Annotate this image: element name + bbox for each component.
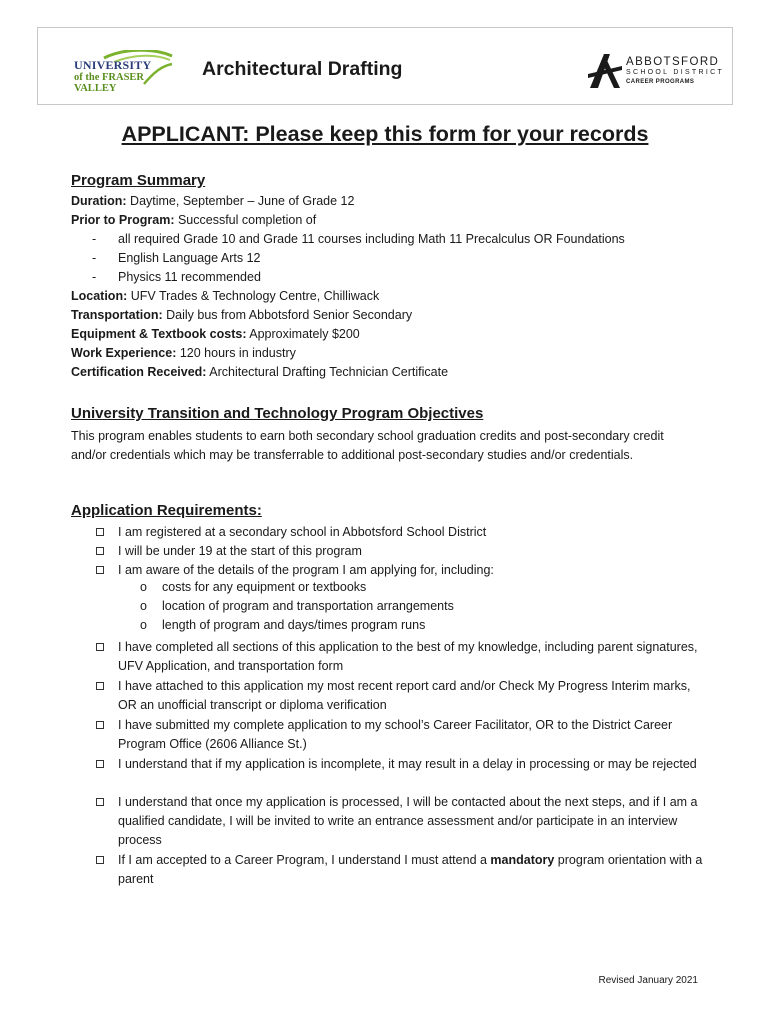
requirement-checkbox[interactable]: [96, 566, 104, 574]
abbotsford-mark-icon: [586, 48, 626, 92]
requirement-text: I have completed all sections of this application to the best of my knowledge, including parent signatures, UFV Application, and transportation form: [118, 640, 698, 673]
requirement-checkbox[interactable]: [96, 721, 104, 729]
requirement-text: I am registered at a secondary school in Abbotsford School District: [118, 525, 487, 539]
revision-date: Revised January 2021: [598, 975, 698, 986]
requirement-text: [118, 851, 708, 889]
ufv-logo: [74, 50, 174, 94]
requirement-text: I will be under 19 at the start of this program: [118, 544, 362, 558]
equipment-label: Equipment & Textbook costs:: [71, 327, 247, 341]
mandatory-emphasis: mandatory: [490, 853, 555, 867]
prior-item-text: English Language Arts 12: [118, 251, 261, 265]
prior-item-text: Physics 11 recommended: [118, 270, 261, 284]
transportation-label: Transportation:: [71, 308, 163, 322]
certification-value: Architectural Drafting Technician Certificate: [206, 365, 449, 379]
prior-line: [71, 211, 316, 230]
sub-item-text: location of program and transportation arrangements: [162, 599, 454, 613]
duration-line: [71, 192, 354, 211]
requirement-checkbox[interactable]: [96, 682, 104, 690]
work-experience-line: [71, 344, 296, 363]
location-line: [71, 287, 379, 306]
work-experience-value: 120 hours in industry: [176, 346, 296, 360]
requirement-text: I understand that if my application is incomplete, it may result in a delay in processing or may be rejected: [118, 757, 697, 771]
header-title: Architectural Drafting: [202, 58, 403, 80]
prior-label: Prior to Program:: [71, 213, 175, 227]
prior-value: Successful completion of: [174, 213, 317, 227]
location-value: UFV Trades & Technology Centre, Chilliwack: [127, 289, 380, 303]
objectives-text: This program enables students to earn both secondary school graduation credits and post-secondary credit and/or credentials which may be transferrable to additional post-secondary studies and/or credentials.: [71, 429, 664, 462]
abbotsford-logo-line2: SCHOOL DISTRICT: [626, 69, 725, 76]
header-box: [37, 27, 733, 105]
work-experience-label: Work Experience:: [71, 346, 177, 360]
requirement-checkbox[interactable]: [96, 856, 104, 864]
duration-label: Duration:: [71, 194, 127, 208]
requirement-text-start: If I am accepted to a Career Program, I understand I must attend a: [118, 853, 491, 867]
requirement-checkbox[interactable]: [96, 760, 104, 768]
requirement-checkbox[interactable]: [96, 798, 104, 806]
sub-bullet: o: [140, 599, 147, 613]
sub-item-text: length of program and days/times program runs: [162, 618, 426, 632]
requirement-text: I am aware of the details of the program I am applying for, including:: [118, 563, 494, 577]
program-summary-heading: Program Summary: [71, 172, 206, 189]
sub-item-text: costs for any equipment or textbooks: [162, 580, 367, 594]
prior-item-text: all required Grade 10 and Grade 11 courses including Math 11 Precalculus OR Foundations: [118, 232, 625, 246]
requirement-text: I have submitted my complete application to my school’s Career Facilitator, OR to the District Career Program Office (2606 Alliance St.): [118, 718, 673, 751]
sub-bullet: o: [140, 580, 147, 594]
abbotsford-logo-line3: CAREER PROGRAMS: [626, 79, 695, 85]
abbotsford-logo-line1: ABBOTSFORD: [626, 56, 720, 68]
objectives-heading: University Transition and Technology Program Objectives: [71, 405, 484, 422]
ufv-logo-line2: of the FRASER VALLEY: [74, 72, 144, 94]
dash-bullet: -: [92, 251, 97, 265]
page-title: APPLICANT: Please keep this form for your records: [121, 122, 649, 146]
sub-bullet: o: [140, 618, 147, 632]
dash-bullet: -: [92, 270, 97, 284]
requirement-checkbox[interactable]: [96, 547, 104, 555]
prior-item: [0, 249, 770, 268]
location-label: Location:: [71, 289, 128, 303]
requirements-heading: Application Requirements:: [71, 502, 262, 519]
requirement-checkbox[interactable]: [96, 528, 104, 536]
ufv-logo-line1: UNIVERSITY: [74, 58, 152, 72]
duration-value: Daytime, September – June of Grade 12: [126, 194, 355, 208]
abbotsford-logo: [586, 48, 726, 92]
certification-label: Certification Received:: [71, 365, 207, 379]
prior-item: [0, 230, 770, 249]
certification-line: [71, 363, 448, 382]
requirement-text: I have attached to this application my most recent report card and/or Check My Progress Interim marks, OR an unofficial transcript or diploma verification: [118, 679, 691, 712]
transportation-line: [71, 306, 412, 325]
dash-bullet: -: [92, 232, 97, 246]
transportation-value: Daily bus from Abbotsford Senior Secondary: [162, 308, 413, 322]
requirement-text-end: program orientation with a parent: [118, 853, 703, 886]
equipment-value: Approximately $200: [246, 327, 360, 341]
prior-item: [0, 268, 770, 287]
requirement-checkbox[interactable]: [96, 643, 104, 651]
requirement-text: I understand that once my application is processed, I will be contacted about the next steps, and if I am a qualified candidate, I will be invited to write an entrance assessment and/or participate in an interview process: [118, 795, 698, 847]
equipment-line: [71, 325, 360, 344]
